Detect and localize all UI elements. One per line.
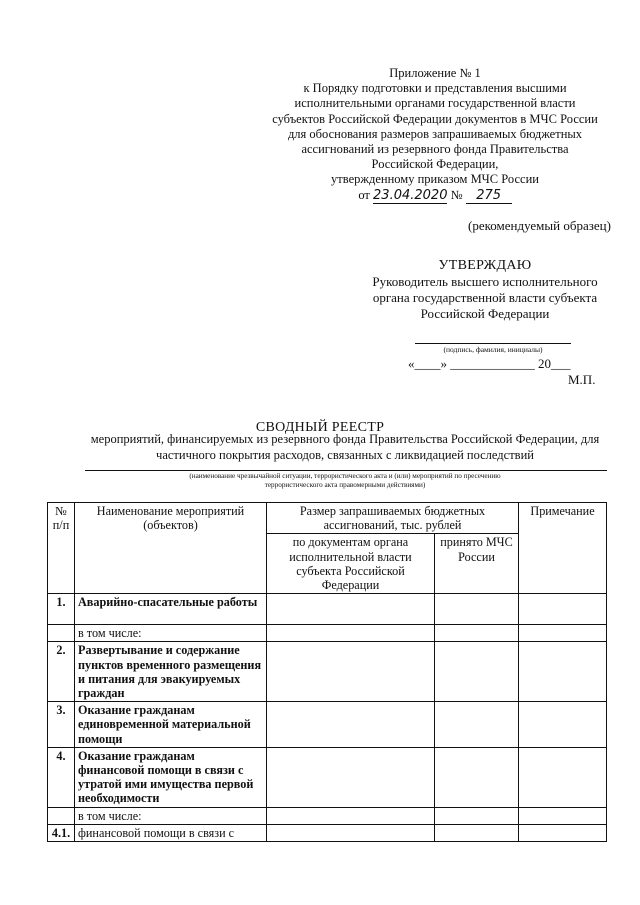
row-cell (435, 807, 519, 824)
order-number: 275 (466, 189, 512, 204)
approval-line: Руководитель высшего исполнительного (372, 274, 598, 289)
header-note: Примечание (519, 503, 607, 594)
row-cell (519, 642, 607, 702)
header-name: Наименование мероприятий (объектов) (75, 503, 267, 594)
table-row (48, 807, 607, 824)
row-num: 2. (48, 642, 75, 702)
header-num: № п/п (48, 503, 75, 594)
appendix-line: Российской Федерации, (371, 157, 499, 172)
approval-line: Российской Федерации (420, 306, 550, 321)
row-cell (519, 747, 607, 807)
appendix-line: Приложение № 1 (389, 66, 481, 80)
row-name: Оказание гражданам финансовой помощи в связи с утратой ими имущества первой необходимости (75, 747, 267, 807)
approval-block (360, 258, 610, 322)
order-date-number (250, 188, 620, 204)
appendix-header (250, 66, 620, 204)
appendix-line: ассигнований из резервного фонда Правительства (301, 142, 569, 157)
order-date: 23.04.2020 (373, 187, 448, 203)
table-row (48, 824, 607, 841)
row-num: 1. (48, 594, 75, 625)
row-cell (435, 702, 519, 748)
table-row (48, 594, 607, 625)
emergency-name-line (85, 470, 607, 471)
table-row (48, 642, 607, 702)
row-cell (519, 625, 607, 642)
row-name: в том числе: (75, 807, 267, 824)
header-accepted: принято МЧС России (435, 534, 519, 594)
register-subtitle-line: мероприятий, финансируемых из резервного фонда Правительства Российской Федерации, для (90, 432, 600, 446)
row-num: 3. (48, 702, 75, 748)
row-name: в том числе: (75, 625, 267, 642)
row-cell (435, 824, 519, 841)
table-header-row (48, 503, 607, 534)
row-cell (519, 702, 607, 748)
stamp-place: М.П. (568, 372, 596, 387)
row-cell (267, 625, 435, 642)
row-num: 4. (48, 747, 75, 807)
row-num: 4.1. (48, 824, 75, 841)
appendix-line: к Порядку подготовки и представления высшими (303, 81, 567, 96)
row-cell (435, 594, 519, 625)
caption-line: террористического акта правомерными действиями) (264, 481, 426, 489)
row-cell (519, 594, 607, 625)
row-name: финансовой помощи в связи с (75, 824, 267, 841)
row-cell (267, 594, 435, 625)
table-row (48, 625, 607, 642)
row-cell (519, 824, 607, 841)
approval-heading: УТВЕРЖДАЮ (438, 258, 532, 273)
register-table (47, 502, 607, 842)
row-cell (267, 642, 435, 702)
row-cell (267, 824, 435, 841)
row-name: Аварийно-спасательные работы (75, 594, 267, 625)
approval-date-line: «____» _____________ 20___ (408, 356, 571, 371)
signature-line (415, 343, 571, 344)
appendix-line: субъектов Российской Федерации документов в МЧС России (272, 111, 598, 126)
header-amount: Размер запрашиваемых бюджетных ассигнований, тыс. рублей (267, 503, 519, 534)
appendix-line: исполнительными органами государственной власти (294, 96, 576, 111)
sample-note: (рекомендуемый образец) (468, 218, 611, 233)
number-prefix: № (450, 187, 463, 202)
row-cell (267, 702, 435, 748)
header-by-docs: по документам органа исполнительной власти субъекта Российской Федерации (267, 534, 435, 594)
register-subtitle (70, 431, 620, 463)
emergency-name-caption (120, 472, 570, 490)
register-title: СВОДНЫЙ РЕЕСТР (255, 420, 385, 435)
row-num (48, 625, 75, 642)
table-row (48, 702, 607, 748)
row-cell (519, 807, 607, 824)
row-cell (435, 747, 519, 807)
appendix-line: для обоснования размеров запрашиваемых бюджетных (287, 126, 583, 141)
row-cell (435, 642, 519, 702)
row-cell (267, 747, 435, 807)
appendix-line: утвержденному приказом МЧС России (331, 172, 539, 187)
row-name: Развертывание и содержание пунктов временного размещения и питания для эвакуируемых граждан (75, 642, 267, 702)
approval-line: органа государственной власти субъекта (372, 290, 598, 305)
row-num (48, 807, 75, 824)
register-subtitle-line: частичного покрытия расходов, связанных с ликвидацией последствий (156, 448, 534, 462)
row-cell (267, 807, 435, 824)
table-row (48, 747, 607, 807)
signature-caption: (подпись, фамилия, инициалы) (443, 345, 543, 354)
date-prefix: от (358, 187, 370, 202)
caption-line: (наименование чрезвычайной ситуации, террористического акта и (или) мероприятий по пресечению (189, 472, 501, 480)
row-name: Оказание гражданам единовременной материальной помощи (75, 702, 267, 748)
row-cell (435, 625, 519, 642)
